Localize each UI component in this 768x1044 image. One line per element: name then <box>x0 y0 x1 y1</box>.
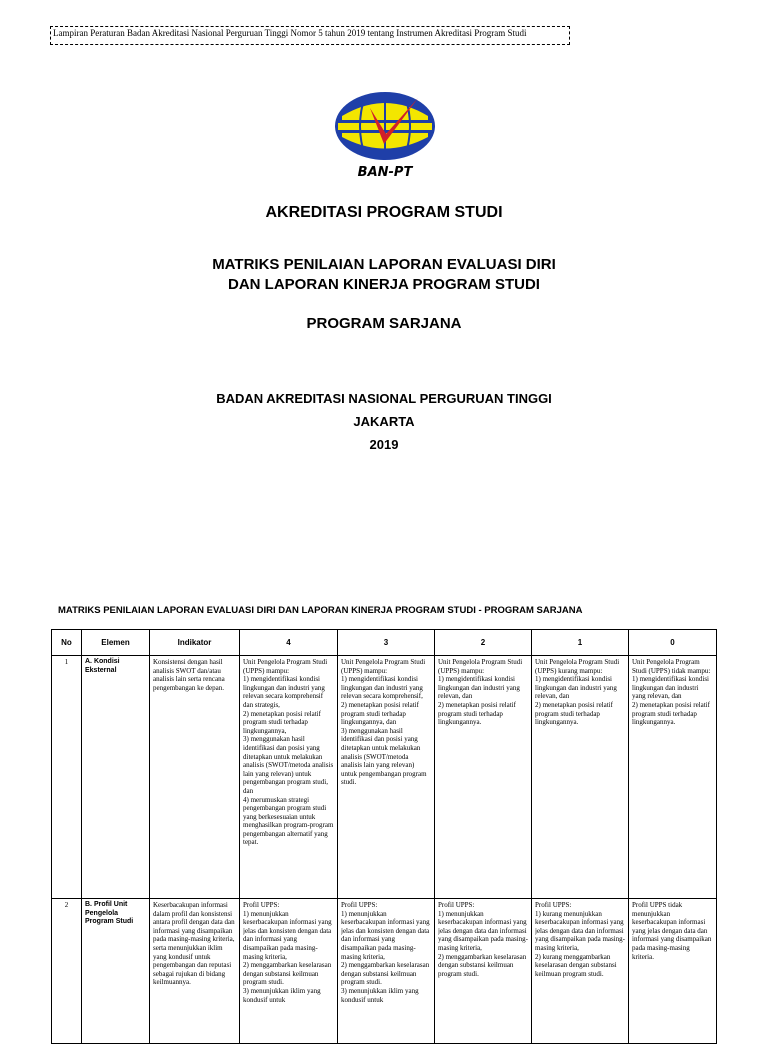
row-score-3 <box>338 899 435 1044</box>
score-3-text: Profil UPPS: 1) menunjukkan keserbacakupan informasi yang jelas dan konsisten dengan data dan informasi yang disampaikan pada masing-masing kriteria, 2) menggambarkan keselarasan dengan substansi keilmuan program studi. 3) menunjukkan iklim yang kondusif untuk <box>341 901 430 1004</box>
table-row <box>52 656 717 899</box>
row-score-2 <box>435 656 532 899</box>
header-score-3: 3 <box>338 630 435 656</box>
indicator-text: Keserbacakupan informasi dalam profil dan konsistensi antara profil dengan data dan informasi yang disampaikan pada masing-masing kriteria, serta menunjukkan iklim yang kondusif untuk pengembangan dan reputasi sebagai rujukan di bidang keilmuannya. <box>153 901 235 987</box>
cover-title: AKREDITASI PROGRAM STUDI <box>265 204 503 221</box>
cover-subtitle <box>0 255 768 295</box>
row-score-1 <box>532 656 629 899</box>
row-score-3 <box>338 656 435 899</box>
row-number: 2 <box>52 899 82 1044</box>
row-score-2 <box>435 899 532 1044</box>
header-score-0: 0 <box>629 630 717 656</box>
row-element: A. Kondisi Eksternal <box>82 656 150 899</box>
matrix-table-title: MATRIKS PENILAIAN LAPORAN EVALUASI DIRI DAN LAPORAN KINERJA PROGRAM STUDI - PROGRAM SARJANA <box>58 605 583 616</box>
header-indikator: Indikator <box>150 630 240 656</box>
row-indicator <box>150 656 240 899</box>
row-number: 1 <box>52 656 82 899</box>
row-indicator <box>150 899 240 1044</box>
header-score-1: 1 <box>532 630 629 656</box>
score-1-text: Profil UPPS: 1) kurang menunjukkan keserbacakupan informasi yang jelas dengan data dan informasi yang disampaikan pada masing-masing kriteria, 2) kurang menggambarkan keselarasan dengan substansi keilmuan program studi. <box>535 901 625 978</box>
score-2-text: Unit Pengelola Program Studi (UPPS) mampu: 1) mengidentifikasi kondisi lingkungan dan industri yang relevan, dan 2) menetapkan posisi relatif program studi terhadap lingkungannya. <box>438 658 523 727</box>
score-4-text: Profil UPPS: 1) menunjukkan keserbacakupan informasi yang jelas dan konsisten dengan data dan informasi yang disampaikan pada masing-masing kriteria, 2) menggambarkan keselarasan dengan substansi keilmuan program studi. 3) menunjukkan iklim yang kondusif untuk <box>243 901 332 1004</box>
score-1-text: Unit Pengelola Program Studi (UPPS) kurang mampu: 1) mengidentifikasi kondisi lingkungan dan industri yang relevan, dan 2) menetapkan posisi relatif program studi terhadap lingkungannya. <box>535 658 620 727</box>
row-element: B. Profil Unit Pengelola Program Studi <box>82 899 150 1044</box>
row-score-0 <box>629 656 717 899</box>
header-score-2: 2 <box>435 630 532 656</box>
indicator-text: Konsistensi dengan hasil analisis SWOT dan/atau analisis lain serta rencana pengembangan ke depan. <box>153 658 225 692</box>
logo-text: BAN-PT <box>357 165 413 180</box>
header-no: No <box>52 630 82 656</box>
subtitle-line-1: MATRIKS PENILAIAN LAPORAN EVALUASI DIRI <box>212 256 556 273</box>
city: JAKARTA <box>353 414 415 429</box>
score-3-text: Unit Pengelola Program Studi (UPPS) mampu: 1) mengidentifikasi kondisi lingkungan dan industri yang relevan secara komprehensif, 2) menetapkan posisi relatif program studi terhadap lingkungannya, dan 3) menggunakan hasil identifikasi dan posisi yang ditetapkan untuk melakukan analisis (SWOT/metoda analisis lain yang relevan) untuk pengembangan program studi. <box>341 658 427 787</box>
regulation-header-note: Lampiran Peraturan Badan Akreditasi Nasional Perguruan Tinggi Nomor 5 tahun 2019 tentang Instrumen Akreditasi Program Studi <box>50 26 570 45</box>
table-header-row <box>52 630 717 656</box>
row-score-1 <box>532 899 629 1044</box>
header-elemen: Elemen <box>82 630 150 656</box>
row-score-4 <box>240 656 338 899</box>
subtitle-line-2: DAN LAPORAN KINERJA PROGRAM STUDI <box>228 276 540 293</box>
score-0-text: Unit Pengelola Program Studi (UPPS) tidak mampu: 1) mengidentifikasi kondisi lingkungan dan industri yang relevan, dan 2) menetapkan posisi relatif program studi terhadap lingkungannya. <box>632 658 711 727</box>
row-score-0 <box>629 899 717 1044</box>
score-2-text: Profil UPPS: 1) menunjukkan keserbacakupan informasi yang jelas dengan data dan informasi yang disampaikan pada masing-masing kriteria, 2) menggambarkan keselarasan dengan substansi keilmuan program studi. <box>438 901 528 978</box>
publisher-block <box>0 387 768 456</box>
year: 2019 <box>369 437 399 452</box>
table-row <box>52 899 717 1044</box>
agency-name: BADAN AKREDITASI NASIONAL PERGURUAN TINGGI <box>216 391 552 406</box>
program-level: PROGRAM SARJANA <box>306 315 462 332</box>
ban-pt-logo <box>330 88 440 180</box>
row-score-4 <box>240 899 338 1044</box>
header-score-4: 4 <box>240 630 338 656</box>
score-0-text: Profil UPPS tidak menunjukkan keserbacakupan informasi yang jelas dengan data dan informasi yang disampaikan pada masing-masing kriteria. <box>632 901 712 961</box>
assessment-matrix-table <box>51 629 717 1044</box>
score-4-text: Unit Pengelola Program Studi (UPPS) mampu: 1) mengidentifikasi kondisi lingkungan dan industri yang relevan secara komprehensif dan strategis, 2) menetapkan posisi relatif program studi terhadap lingkungannya, 3) menggunakan hasil identifikasi dan posisi yang ditetapkan untuk melakukan analisis (SWOT/metoda analisis lain yang relevan) untuk pengembangan program studi, dan 4) merumuskan strategi pengembangan program studi yang berkesesuaian untuk menghasilkan program-program pengembangan alternatif yang tepat. <box>243 658 334 847</box>
